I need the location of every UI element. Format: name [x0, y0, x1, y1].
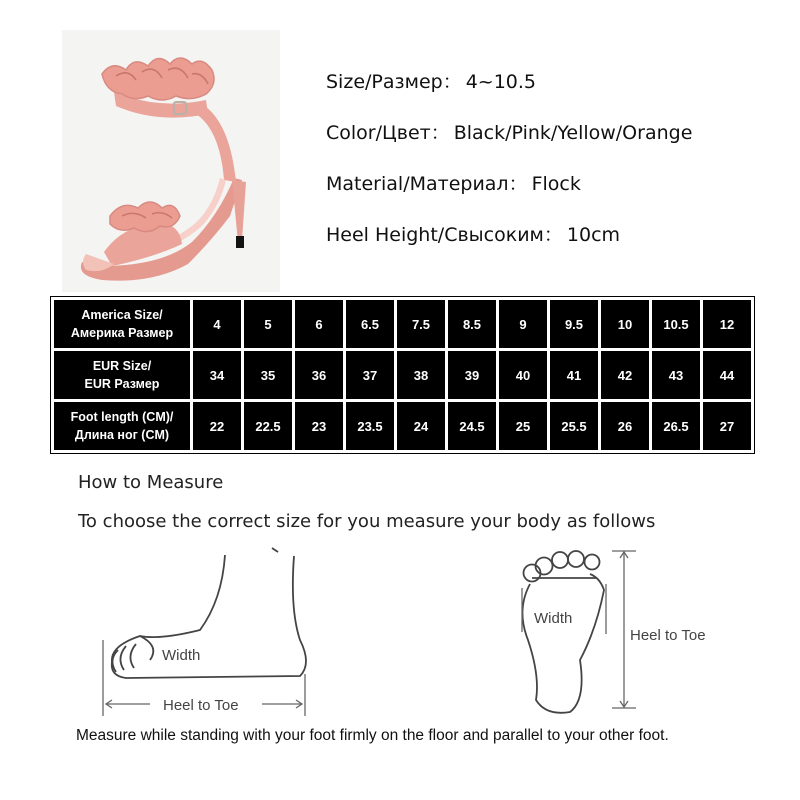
size-value-cell: 41 [550, 351, 598, 399]
size-value-cell: 44 [703, 351, 751, 399]
size-value-cell: 12 [703, 300, 751, 348]
size-value-cell: 38 [397, 351, 445, 399]
size-value-cell: 26 [601, 402, 649, 450]
size-value-cell: 5 [244, 300, 292, 348]
size-value-cell: 40 [499, 351, 547, 399]
foot-measure-diagram [0, 540, 800, 725]
spec-size [326, 64, 786, 115]
product-photo [62, 30, 280, 292]
size-value-cell: 23 [295, 402, 343, 450]
size-value-cell: 7.5 [397, 300, 445, 348]
spec-material [326, 166, 786, 217]
side-length-label: Heel to Toe [163, 697, 239, 714]
size-value-cell: 25.5 [550, 402, 598, 450]
size-value-cell: 6 [295, 300, 343, 348]
row-header-line: Америка Размер [70, 326, 174, 340]
spec-label: Heel Height/Свысоким： [326, 224, 563, 246]
size-value-cell: 6.5 [346, 300, 394, 348]
size-value-cell: 22 [193, 402, 241, 450]
sole-length-label: Heel to Toe [630, 627, 706, 644]
size-value-cell: 37 [346, 351, 394, 399]
size-value-cell: 10 [601, 300, 649, 348]
size-value-cell: 35 [244, 351, 292, 399]
row-header-cell [54, 402, 190, 450]
spec-color [326, 115, 786, 166]
size-value-cell: 9 [499, 300, 547, 348]
size-value-cell: 34 [193, 351, 241, 399]
size-value-cell: 42 [601, 351, 649, 399]
size-value-cell: 4 [193, 300, 241, 348]
size-value-cell: 43 [652, 351, 700, 399]
row-header-cell [54, 300, 190, 348]
foot-side-view-icon [112, 548, 306, 678]
foot-sole-view-icon [522, 551, 604, 713]
size-value-cell: 10.5 [652, 300, 700, 348]
size-table-row [54, 300, 751, 348]
sole-width-label: Width [534, 610, 573, 627]
size-table-row [54, 351, 751, 399]
side-width-label: Width [162, 647, 201, 664]
spec-value: 10cm [566, 224, 621, 246]
size-value-cell: 39 [448, 351, 496, 399]
pink-ruffle-sandal-image [62, 30, 280, 292]
spec-heel-height [326, 217, 786, 268]
size-value-cell: 27 [703, 402, 751, 450]
size-value-cell: 24 [397, 402, 445, 450]
heel-tip [236, 236, 244, 248]
size-value-cell: 8.5 [448, 300, 496, 348]
measure-footnote: Measure while standing with your foot firmly on the floor and parallel to your other foot. [76, 727, 669, 744]
size-value-cell: 23.5 [346, 402, 394, 450]
spec-value: Black/Pink/Yellow/Orange [453, 122, 693, 144]
measure-title: How to Measure [78, 472, 224, 493]
row-header-line: EUR Size/ [92, 359, 152, 373]
row-header-line: Foot length (CM)/ [70, 410, 174, 424]
measure-subtitle: To choose the correct size for you measure your body as follows [78, 511, 656, 532]
spec-label: Color/Цвет： [326, 122, 450, 144]
spec-value: 4~10.5 [465, 71, 537, 93]
size-value-cell: 22.5 [244, 402, 292, 450]
row-header-cell [54, 351, 190, 399]
spec-label: Material/Материал： [326, 173, 528, 195]
row-header-line: Длина ног (CM) [74, 428, 170, 442]
spec-label: Size/Размер： [326, 71, 462, 93]
size-value-cell: 24.5 [448, 402, 496, 450]
size-value-cell: 9.5 [550, 300, 598, 348]
size-table-row [54, 402, 751, 450]
row-header-line: America Size/ [81, 308, 163, 322]
spec-value: Flock [531, 173, 581, 195]
size-value-cell: 36 [295, 351, 343, 399]
row-header-line: EUR Размер [84, 377, 160, 391]
size-chart-table [50, 296, 755, 454]
product-specs [326, 64, 786, 268]
size-value-cell: 25 [499, 402, 547, 450]
size-value-cell: 26.5 [652, 402, 700, 450]
